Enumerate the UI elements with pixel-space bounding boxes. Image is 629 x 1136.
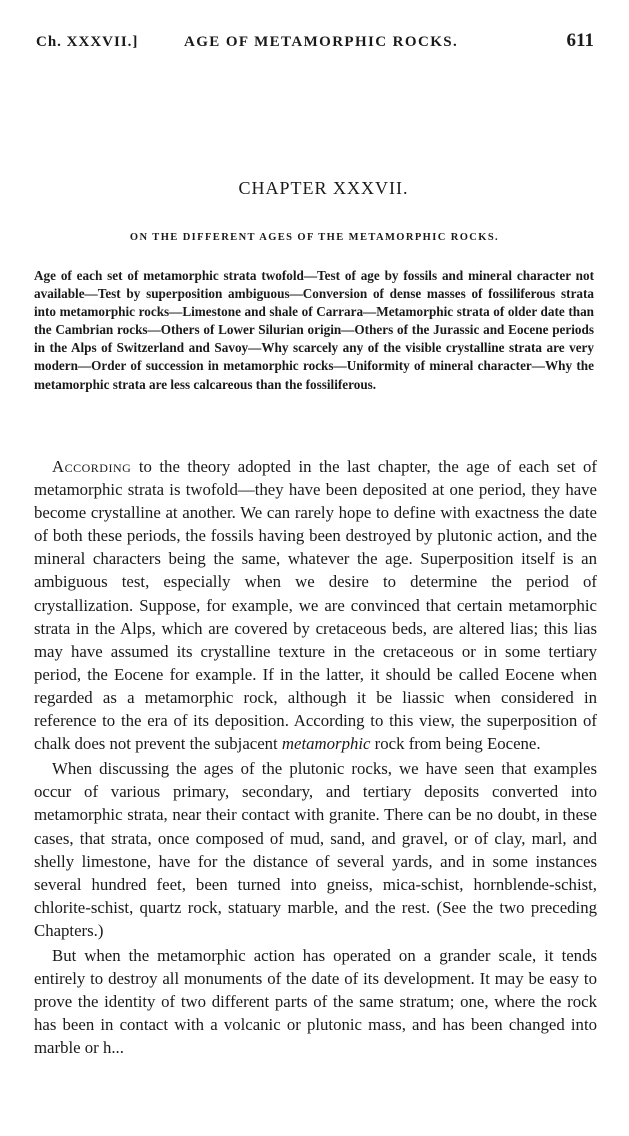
body-text <box>34 455 597 1059</box>
paragraph-2: When discussing the ages of the plutonic rocks, we have seen that examples occur of various primary, secondary, and tertiary deposits converted into metamorphic strata, near their contact with granite. There can be no doubt, in these cases, that strata, once composed of mud, sand, and gravel, or of clay, marl, and shelly limestone, have for the distance of several yards, and in some instances several hundred feet, been turned into gneiss, mica-schist, hornblende-schist, chlorite-schist, quartz rock, statuary marble, and the rest. (See the two preceding Chapters.) <box>34 759 597 940</box>
paragraph-1 <box>34 455 597 755</box>
chapter-summary: Age of each set of metamorphic strata twofold—Test of age by fossils and mineral character not available—Test by superposition ambiguous—Conversion of dense masses of fossiliferous strata into metamorphic rocks—Limestone and shale of Carrara—Metamorphic strata of older date than the Cambrian rocks—Others of Lower Silurian origin—Others of the Jurassic and Eocene periods in the Alps of Switzerland and Savoy—Why scarcely any of the visible crystalline strata are very modern—Order of succession in metamorphic rocks—Uniformity of mineral character—Why the metamorphic strata are less calcareous than the fossiliferous. <box>34 268 594 392</box>
running-head <box>36 30 596 56</box>
running-head-title: AGE OF METAMORPHIC ROCKS. <box>184 34 459 50</box>
chapter-heading-text: CHAPTER XXXVII. <box>238 178 409 198</box>
paragraph-1-italic: metamorphic <box>281 734 371 754</box>
running-head-chapter: Ch. XXXVII.] <box>36 34 139 50</box>
paragraph-1-lead: According <box>52 457 132 476</box>
paragraph-1-text: to the theory adopted in the last chapter, the age of each set of metamorphic strata is twofold—they have been deposited at one period, they have become crystalline at another. We can rarely hope to define with exactness the date of both these periods, the fossils having been destroyed by plutonic action, and the mineral characters being the same, whatever the age. Superposition itself is an ambiguous test, especially when we desire to determine the period of crystallization. Suppose, for example, we are convinced that certain metamorphic strata in the Alps, which are covered by cretaceous beds, are altered lias; this lias may have assumed its crystalline texture in the cretaceous or in some tertiary period, the Eocene for example. If in the latter, it should be called Eocene when regarded as a metamorphic rock, although it be liassic when considered in reference to the era of its deposition. According to this view, the superposition of chalk does not prevent the subjacent <box>34 457 597 754</box>
paragraph-1-tail: rock from being Eocene. <box>370 734 541 754</box>
chapter-subtitle: ON THE DIFFERENT AGES OF THE METAMORPHIC ROCKS. <box>129 232 500 243</box>
paragraph-3: But when the metamorphic action has operated on a grander scale, it tends entirely to destroy all monuments of the date of its development. It may be easy to prove the identity of two different parts of the same stratum; one, where the rock has been in contact with a volcanic or plutonic mass, and has been changed into marble or h... <box>34 945 597 1058</box>
page-number: 611 <box>566 30 594 51</box>
chapter-heading <box>0 178 629 199</box>
